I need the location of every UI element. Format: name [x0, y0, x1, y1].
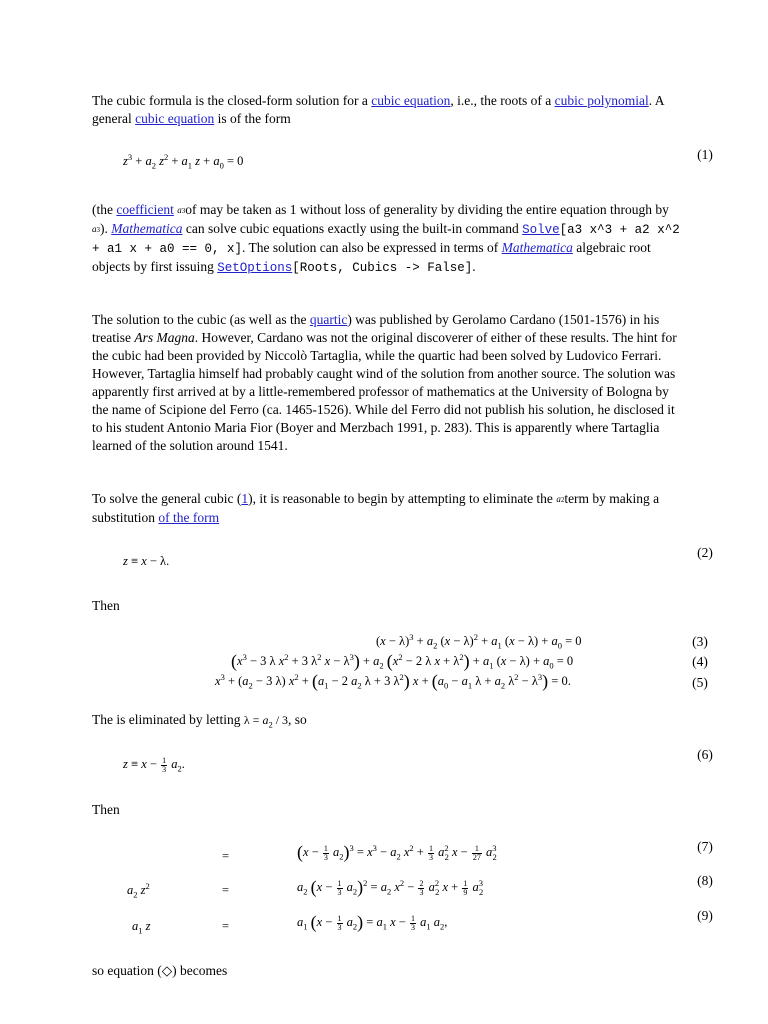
equation-3: $(x - \lambda)^3 + a_2$ $(x - \lambda)^2 + a_1$ $(x - \lambda) + a_0 = 0$: [376, 631, 582, 651]
then-text-1: Then: [92, 598, 120, 613]
closing-text: so equation (◇) becomes: [92, 963, 228, 978]
equation-8: $a_2$ (x − $\frac{1}{3}$ $a_2)^2 = a_2$ $x^2$ − $\frac{2}{3}$ $a^2_2$ x + $\frac{1}{9}$ $a^3_2$: [297, 877, 484, 897]
mathematica-link[interactable]: Mathematica: [111, 221, 183, 236]
quartic-link[interactable]: quartic: [309, 312, 348, 327]
text: term by making a substitution: [92, 491, 660, 525]
equation-6: z ≡ x − $\frac{1}{3}$ $a_2$.: [123, 755, 185, 774]
equation-2: z ≡ x − λ.: [123, 554, 170, 568]
cubic-equation-link[interactable]: cubic equation: [371, 93, 451, 108]
equation-number-9: (9): [697, 908, 713, 923]
equation-1: $z^3 + a_2$ $z^2 + a_1$ $z + a_0 = 0$: [123, 151, 244, 171]
of-the-form-link[interactable]: of the form: [158, 510, 220, 525]
text: ) was published by Gerolamo Cardano (1501-1576) in his treatise: [92, 312, 660, 345]
setoptions-code: [Roots, Cubics -> False]: [292, 261, 473, 275]
equation-number-1: (1): [697, 147, 713, 162]
text: To solve the general cubic (: [92, 491, 242, 506]
equation-9-eq-sign: =: [222, 919, 230, 933]
coefficient-link[interactable]: coefficient: [116, 202, 174, 217]
text: of may be taken as 1 without loss of generality by dividing the entire equation through by: [185, 202, 669, 217]
text: algebraic root objects by first issuing: [92, 240, 651, 274]
text: , so: [288, 712, 307, 727]
equation-7: (x − $\frac{1}{3}$ $a_2)^3 = x^3 - a_2$ $x^2$ + $\frac{1}{3}$ $a^2_2$ x − $\frac{1}{27}$ $a^3_2$: [297, 842, 497, 862]
text: The solution to the cubic (as well as the: [92, 312, 310, 327]
text: The cubic formula is the closed-form solution for a: [92, 93, 372, 108]
text: ), it is reasonable to begin by attempting to eliminate the: [248, 491, 557, 506]
equation-1-ref-link[interactable]: 1: [241, 491, 249, 506]
book-title: Ars Magna: [134, 330, 195, 345]
coefficient-paragraph: (the coefficient a3of may be taken as 1 without loss of generality by dividing the entire equation through by a3). Mathematica can solve cubic equations exactly using the built-in command Solve[a3 x^3 + a2 x^2 + a1 x + a0 == 0, x]. The solution can also be expressed in terms of Mathematica algebraic root objects by first issuing SetOptions[Roots, Cubics -> False].: [92, 202, 680, 275]
then-text-2: Then: [92, 802, 120, 817]
text: , i.e., the roots of a: [450, 93, 555, 108]
equation-5: $x^3 + (a_2 - 3$ λ) $x^2 + (a_1 - 2$ $a_2$ λ + 3 $\lambda^2$) $x + (a_0 - a_1$ $\lambda + a_2$ $\lambda^2 - \lambda^3) = 0$.: [215, 671, 571, 691]
text: .: [472, 259, 476, 274]
equation-4: ($x^3 - 3$ λ $x^2 + 3$ $\lambda^2$ $x - \lambda^3) + a_2$ ($x^2 - 2$ λ $x + \lambda^2) + a_1$ $(x - \lambda) + a_0 = 0$: [231, 651, 574, 671]
equation-number-5: (5): [692, 675, 708, 690]
equation-number-6: (6): [697, 747, 713, 762]
cubic-equation-link-2[interactable]: cubic equation: [135, 111, 215, 126]
text: can solve cubic equations exactly using the built-in command: [182, 221, 523, 236]
text: . A general: [92, 93, 664, 126]
mathematica-link-2[interactable]: Mathematica: [501, 240, 573, 255]
equation-8-lhs: $a_2$ $z^2$: [127, 880, 150, 900]
setoptions-link[interactable]: SetOptions: [217, 261, 293, 275]
solve-code: [a3 x^3 + a2 x^2 + a1 x + a0 == 0, x]: [92, 223, 680, 256]
text: is of the form: [214, 111, 291, 126]
equation-8-eq-sign: =: [222, 883, 230, 897]
equation-number-2: (2): [697, 545, 713, 560]
equation-number-4: (4): [692, 654, 708, 669]
text: (the: [92, 202, 117, 217]
substitution-paragraph: To solve the general cubic (1), it is reasonable to begin by attempting to eliminate the a2term by making a substitution of the form: [92, 491, 660, 525]
intro-paragraph: [92, 92, 682, 128]
cubic-polynomial-link[interactable]: cubic polynomial: [554, 93, 649, 108]
text: The is eliminated by letting: [92, 712, 244, 727]
history-paragraph: [92, 311, 682, 455]
equation-9-lhs: $a_1$ z: [132, 919, 151, 936]
equation-number-7: (7): [697, 839, 713, 854]
equation-number-8: (8): [697, 873, 713, 888]
text: ).: [100, 221, 112, 236]
elimination-paragraph: The is eliminated by letting $\lambda = a_2 / 3$, so: [92, 712, 307, 730]
text: . However, Cardano was not the original discoverer of either of these results. The hint for the cubic had been provided by Niccolò Tartaglia, while the quartic had been solved by Ludovico Ferrari. However, Tartaglia himself had probably caught wind of the solution from another source. The solution was apparently first arrived at by a little-remembered professor of mathematics at the University of Bologna by the name of Scipione del Ferro (ca. 1465-1526). While del Ferro did not publish his solution, he disclosed it to his student Antonio Maria Fior (Boyer and Merzbach 1991, p. 283). This is apparently where Tartaglia learned of the solution around 1541.: [92, 330, 677, 453]
equation-7-eq-sign: =: [222, 849, 230, 863]
solve-link[interactable]: Solve: [522, 223, 560, 237]
text: . The solution can also be expressed in terms of: [242, 240, 502, 255]
equation-9: $a_1$ (x − $\frac{1}{3}$ $a_2) = a_1$ x − $\frac{1}{3}$ $a_1$ $a_2$,: [297, 912, 448, 932]
equation-number-3: (3): [692, 634, 708, 649]
